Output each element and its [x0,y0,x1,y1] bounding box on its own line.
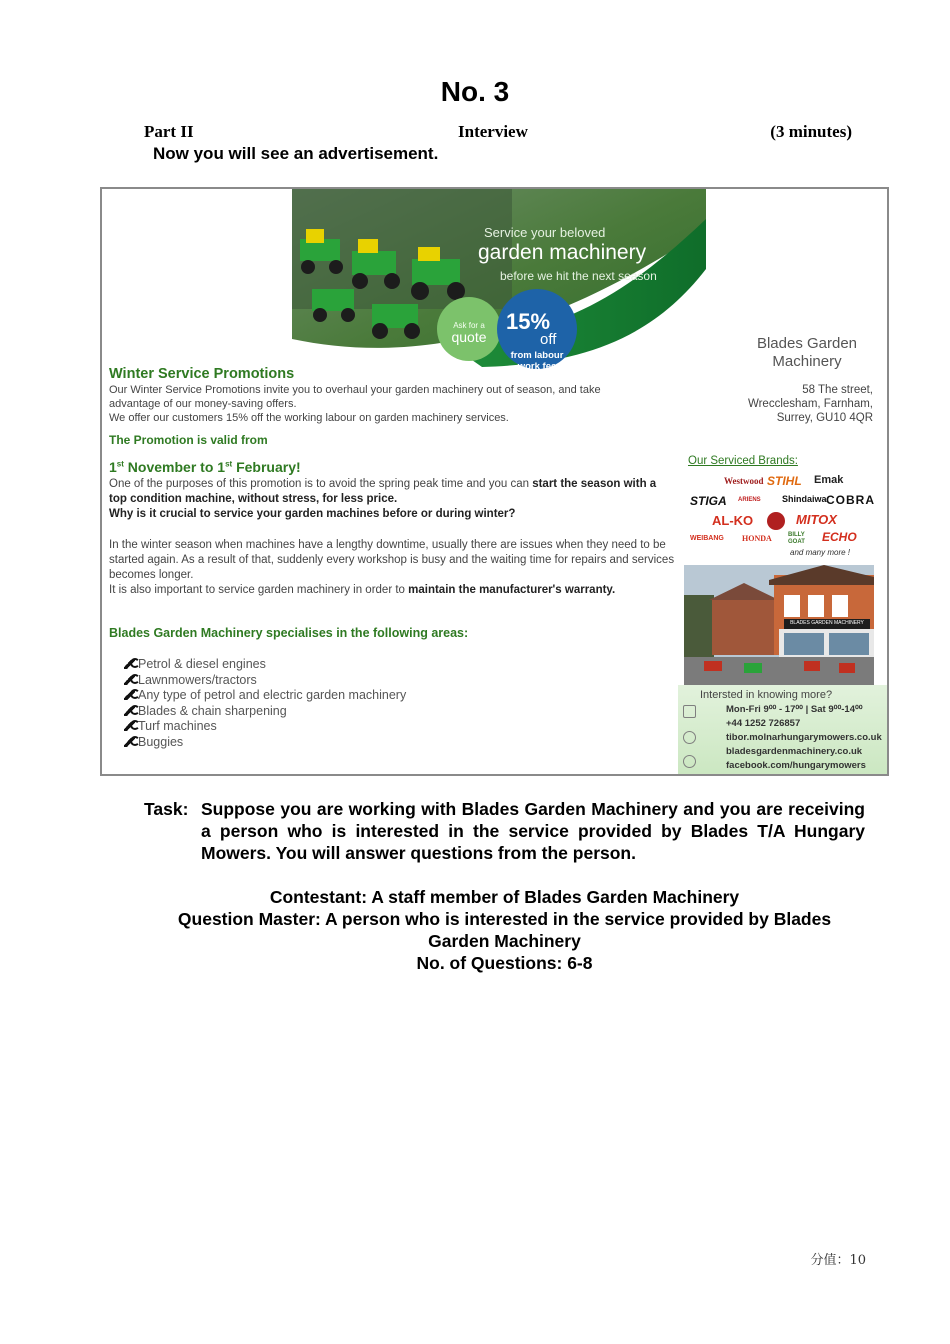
purposes-text [109,477,673,522]
list-item: Buggies [124,735,406,751]
brands-title: Our Serviced Brands: [688,455,798,467]
purposes-plain: One of the purposes of this promotion is to avoid the spring peak time and you can [109,478,533,490]
company-name [734,335,880,371]
question-master-line-2: Garden Machinery [428,931,581,951]
winter-text [109,538,675,598]
list-item: Petrol & diesel engines [124,657,406,673]
company-address [722,383,873,425]
address-line: 58 The street, [802,384,873,396]
score-label: 分值：10 [810,1253,866,1268]
facebook-link[interactable]: facebook.com/hungarymowers [726,760,866,771]
address-line: Wrecclesham, Farnham, [747,398,873,410]
task-text: Suppose you are working with Blades Garden Machinery and you are receiving a person who is interested in the service provided by Blades T/A Hungary Mowers. You will answer questions from the person. [201,799,865,863]
email-link[interactable]: tibor.molnarhungarymowers.co.uk [726,732,882,743]
brand-ariens: ARIENS [738,497,761,503]
globe-icon [683,755,696,768]
section-label: Interview [458,122,528,141]
list-item: Turf machines [124,719,406,735]
brand-weibang: WEIBANG [690,535,724,542]
contestant-line: Contestant: A staff member of Blades Garden Machinery [269,887,740,907]
date-part: February! [232,459,301,475]
duration-label: (3 minutes) [770,122,852,141]
purposes-question: Why is it crucial to service your garden machines before or during winter? [109,508,516,520]
contact-title: Intersted in knowing more? [700,689,833,701]
company-name-line: Blades Garden [756,335,858,352]
specialises-title: Blades Garden Machinery specialises in the following areas: [109,626,469,640]
brand-mitox: MITOX [796,512,837,527]
company-name-line: Machinery [772,353,842,370]
contact-details [700,703,882,773]
banner-line2: garden machinery [478,241,647,264]
date-suffix: st [225,459,233,469]
brand-stihl: STIHL [767,474,802,488]
discount-sub1: from labour [510,350,564,361]
discount-percent: 15% [506,309,551,334]
intro-text: Now you will see an advertisement. [153,144,439,163]
question-master-line: Question Master: A person who is interested in the service provided by Blades [177,909,832,929]
promo-body-line: We offer our customers 15% off the working labour on garden machinery services. [109,412,509,424]
brand-emak: Emak [814,474,844,486]
phone-number: +44 1252 726857 [726,718,801,729]
task-block [144,798,865,864]
website-link[interactable]: bladesgardenmachinery.co.uk [726,746,863,757]
warranty-bold: maintain the manufacturer's warranty. [408,584,616,596]
promo-banner [292,189,706,379]
promo-body [109,383,669,425]
banner-line1: Service your beloved [484,225,606,240]
date-part: 1 [109,459,117,475]
question-count: No. of Questions: 6-8 [416,953,593,973]
quote-small: Ask for a [453,321,485,330]
task-label: Task: [144,799,189,819]
list-item: Blades & chain sharpening [124,704,406,720]
shop-photo [684,565,874,685]
date-suffix: st [116,459,124,469]
address-line: Surrey, GU10 4QR [776,412,873,424]
brand-shindaiwa: Shindaiwa [782,494,827,504]
promo-dates [109,459,301,475]
promo-title: Winter Service Promotions [109,366,295,382]
discount-sub2: work fee [517,361,557,372]
part-label: Part II [144,122,194,141]
list-item: Lawnmowers/tractors [124,673,406,689]
brand-echo: ECHO [822,530,857,544]
date-part: November to 1 [123,459,226,475]
banner-line3: before we hit the next season [500,269,657,283]
calendar-icon [683,705,696,718]
quote-big: quote [451,329,487,345]
specialises-list [124,657,406,750]
warranty-plain: It is also important to service garden machinery in order to [109,584,409,596]
purposes-bold: start the season with a top condition machine, without stress, for less price. [109,478,657,505]
advertisement [100,187,889,776]
winter-paragraph: In the winter season when machines have a lengthy downtime, usually there are issues when they need to be started again. As a result of that, suddenly every workshop is busy and the waiting time for repairs and services becomes longer. [109,539,675,581]
shop-sign: BLADES GARDEN MACHINERY [790,620,864,626]
page-title: No. 3 [440,76,510,107]
chat-icon [683,731,696,744]
promo-body-line: Our Winter Service Promotions invite you to overhaul your garden machinery out of season, and take [109,384,601,396]
valid-title: The Promotion is valid from [109,433,268,447]
opening-hours: Mon-Fri 9⁰⁰ - 17⁰⁰ | Sat 9⁰⁰-14⁰⁰ [726,704,863,715]
brand-westwood: Westwood [724,476,764,486]
brand-alko: AL-KO [712,513,754,528]
brands-more: and many more ! [790,548,851,557]
promo-body-line: advantage of our money-saving offers. [109,398,297,410]
brand-logo-icon [767,512,785,530]
part-row [144,122,852,142]
roles-block [144,886,865,974]
discount-off: off [540,331,557,348]
list-item: Any type of petrol and electric garden machinery [124,688,406,704]
brand-cobra: COBRA [826,493,875,507]
brand-billy-goat: BILLY GOAT [788,532,805,545]
brand-stiga: STIGA [690,494,727,508]
brand-honda: HONDA [742,534,772,543]
